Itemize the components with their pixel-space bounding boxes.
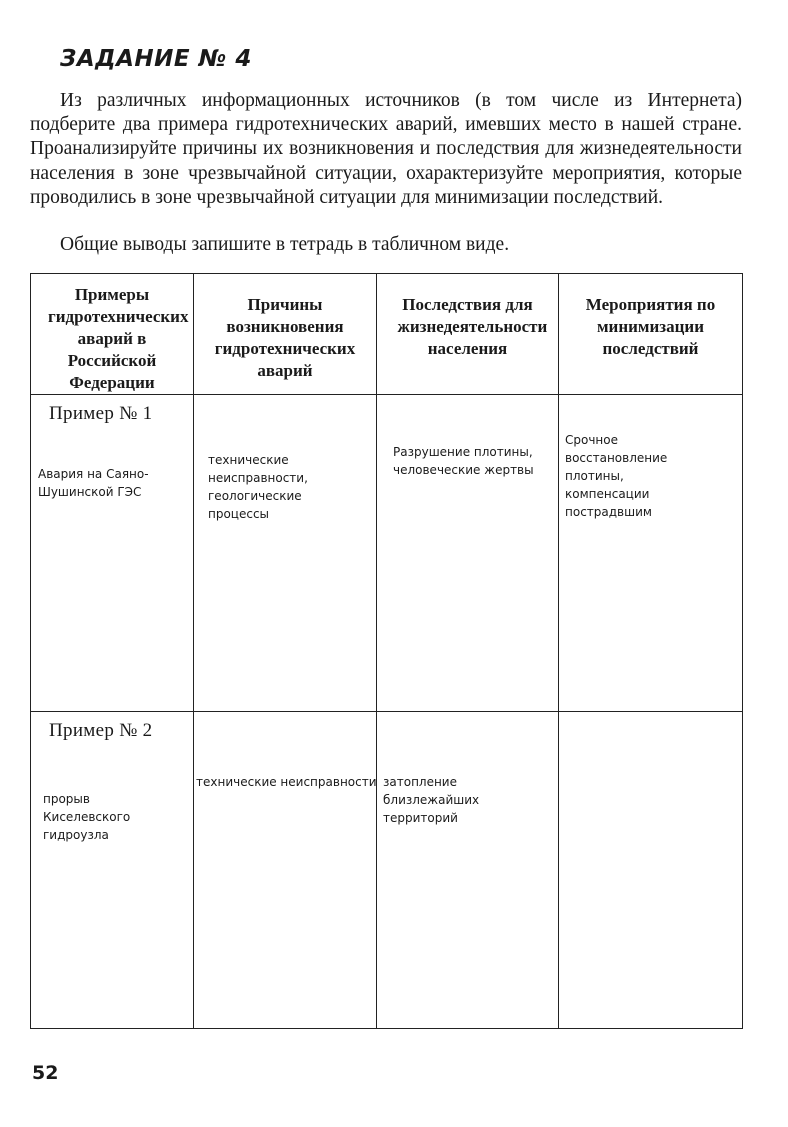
cell-example-2[interactable] <box>31 712 194 1029</box>
cell-consequences-2[interactable] <box>377 712 559 1029</box>
measures-1-text: Срочное восстановление плотины, компенсации пострадвшим <box>565 433 668 519</box>
header-examples-text: Примеры гидротехнических аварий в Российской Федерации <box>48 285 189 392</box>
cell-causes-1[interactable] <box>194 395 377 712</box>
example-1-text: Авария на Саяно-Шушинской ГЭС <box>38 467 149 499</box>
example-1-label: Пример № 1 <box>49 403 153 424</box>
table-header-row <box>31 274 743 395</box>
task-title: ЗАДАНИЕ № 4 <box>60 46 252 72</box>
table-row <box>31 712 743 1029</box>
task-text: Из различных информационных источников (в том числе из Интернета) подберите два примера гидротехнических аварий, имевших место в нашей стране. Проанализируйте причины их возникновения и последствия для жизнедеятельности населения в зоне чрезвычайной ситуации, охарактеризуйте мероприятия, которые проводились в зоне чрезвычайной ситуации для минимизации последствий. <box>30 90 742 208</box>
cell-example-1[interactable] <box>31 395 194 712</box>
table-row <box>31 395 743 712</box>
task-note: Общие выводы запишите в тетрадь в табличном виде. <box>60 234 510 255</box>
causes-1-text: технические неисправности, геологические процессы <box>208 453 308 521</box>
cell-measures-2[interactable] <box>559 712 743 1029</box>
header-measures-text: Мероприятия по минимизации последствий <box>585 295 716 358</box>
page-number: 52 <box>32 1062 59 1084</box>
consequences-2-text: затопление близлежайших территорий <box>383 775 480 825</box>
cell-measures-1[interactable] <box>559 395 743 712</box>
example-2-text: прорыв Киселевского гидроузла <box>43 792 131 842</box>
header-measures <box>559 274 743 395</box>
answer-table <box>30 273 743 1029</box>
consequences-1-text: Разрушение плотины, человеческие жертвы <box>393 445 534 477</box>
header-consequences-text: Последствия для жизнедеятельности населения <box>397 295 548 358</box>
cell-causes-2[interactable] <box>194 712 377 1029</box>
example-2-label: Пример № 2 <box>49 720 153 741</box>
cell-consequences-1[interactable] <box>377 395 559 712</box>
header-causes-text: Причины возникновения гидротехнических аварий <box>214 295 356 380</box>
causes-2-text: технические неисправности <box>196 775 377 789</box>
header-consequences <box>377 274 559 395</box>
header-causes <box>194 274 377 395</box>
header-examples <box>31 274 194 395</box>
